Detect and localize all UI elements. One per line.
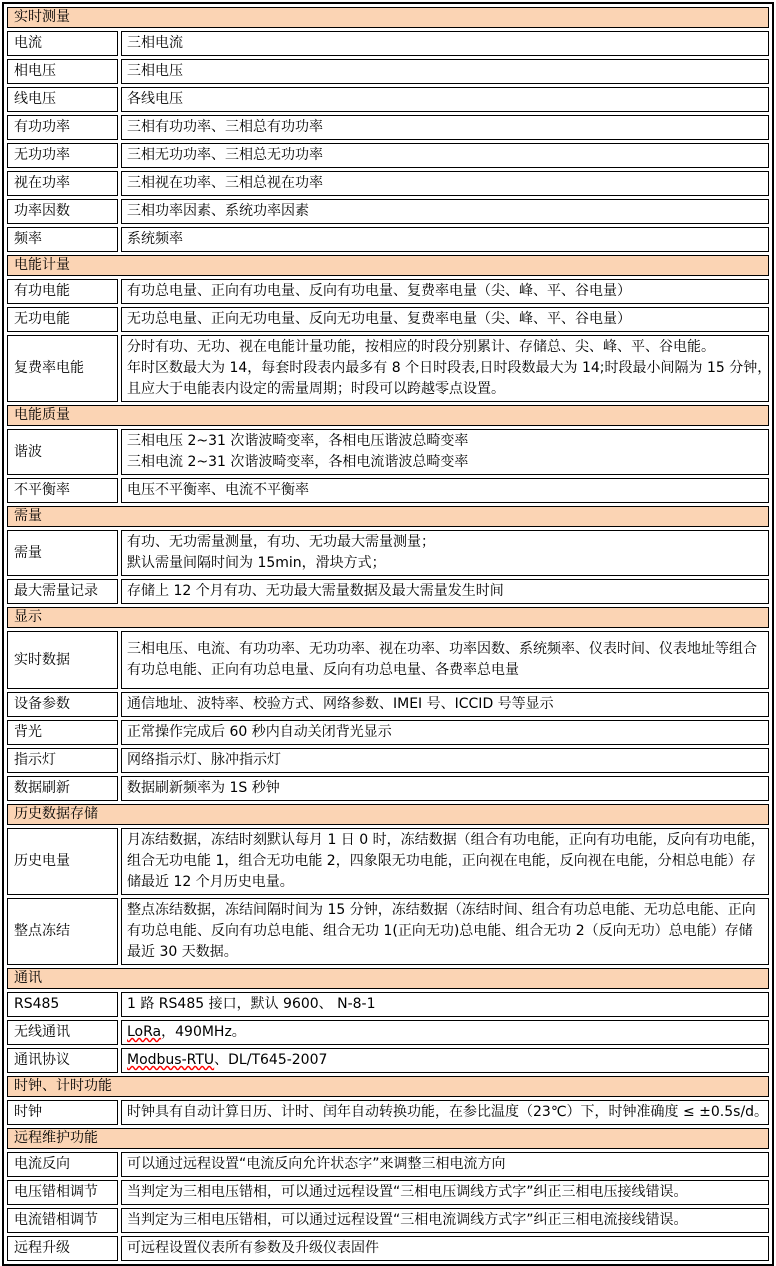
row-content [121, 31, 769, 56]
table-row [7, 199, 769, 224]
row-label: 功率因数 [7, 199, 118, 224]
section-header: 通讯 [7, 968, 769, 989]
section-header: 显示 [7, 607, 769, 628]
row-label: 相电压 [7, 59, 118, 84]
row-label: 数据刷新 [7, 776, 118, 801]
row-content [121, 429, 769, 475]
row-content [121, 478, 769, 503]
row-content [121, 1236, 769, 1261]
row-content [121, 87, 769, 112]
content-line: 当判定为三相电压错相，可以通过远程设置“三相电流调线方式字”纠正三相电流接线错误。 [127, 1212, 688, 1228]
content-line: 存储上 12 个月有功、无功最大需量数据及最大需量发生时间 [127, 583, 504, 599]
row-content [121, 59, 769, 84]
section-header: 历史数据存储 [7, 804, 769, 825]
section-header: 电能计量 [7, 255, 769, 276]
row-content [121, 307, 769, 332]
row-label: 设备参数 [7, 692, 118, 717]
row-label: 视在功率 [7, 171, 118, 196]
row-label: 无功电能 [7, 307, 118, 332]
section-header: 远程维护功能 [7, 1128, 769, 1149]
table-row [7, 1152, 769, 1177]
table-row [7, 1048, 769, 1073]
row-label: 需量 [7, 530, 118, 576]
table-row [7, 692, 769, 717]
table-row [7, 748, 769, 773]
row-content [121, 1152, 769, 1177]
row-content [121, 227, 769, 252]
row-content [121, 720, 769, 745]
row-content [121, 1100, 769, 1125]
row-label: 最大需量记录 [7, 579, 118, 604]
content-line: 有功、无功需量测量，有功、无功最大需量测量； [127, 534, 435, 550]
content-line: 三相电压 [127, 63, 183, 79]
row-label: 电流错相调节 [7, 1208, 118, 1233]
content-line: 组合无功电能 1，组合无功电能 2，四象限无功电能，正向视在电能，反向视在电能，分相总电能）存 [127, 853, 756, 869]
row-label: 远程升级 [7, 1236, 118, 1261]
section-header: 电能质量 [7, 405, 769, 426]
row-label: 通讯协议 [7, 1048, 118, 1073]
row-label: 有功电能 [7, 279, 118, 304]
table-row [7, 720, 769, 745]
content-line: 分时有功、无功、视在电能计量功能，按相应的时段分别累计、存储总、尖、峰、平、谷电能。 [127, 339, 715, 355]
row-label: 电流反向 [7, 1152, 118, 1177]
table-row [7, 307, 769, 332]
row-content [121, 530, 769, 576]
row-content [121, 1180, 769, 1205]
table-row [7, 1020, 769, 1045]
table-row [7, 992, 769, 1017]
table-row [7, 1100, 769, 1125]
row-label: 线电压 [7, 87, 118, 112]
table-row [7, 429, 769, 475]
table-row [7, 227, 769, 252]
content-line: 默认需量间隔时间为 15min，滑块方式； [127, 555, 386, 571]
table-row [7, 171, 769, 196]
content-line: 正常操作完成后 60 秒内自动关闭背光显示 [127, 724, 392, 740]
table-row [7, 530, 769, 576]
row-content [121, 335, 772, 402]
row-content [121, 992, 769, 1017]
row-content [121, 748, 769, 773]
content-line: 最近 30 天数据。 [127, 944, 238, 960]
section-row [7, 804, 769, 825]
row-content [121, 199, 769, 224]
row-content [121, 898, 769, 965]
row-label: 历史电量 [7, 828, 118, 895]
row-content [121, 1048, 769, 1073]
row-label: 不平衡率 [7, 478, 118, 503]
content-line: 无功总电量、正向无功电量、反向无功电量、复费率电量（尖、峰、平、谷电量） [127, 311, 631, 327]
content-line: 储最近 12 个月历史电量。 [127, 874, 294, 890]
table-row [7, 87, 769, 112]
row-content [121, 1020, 769, 1045]
content-line: 整点冻结数据，冻结间隔时间为 15 分钟，冻结数据（冻结时间、组合有功总电能、无功总电能、正向 [127, 902, 756, 918]
row-label: 指示灯 [7, 748, 118, 773]
content-line: Modbus-RTU、DL/T645-2007 [127, 1052, 328, 1068]
spec-table [2, 2, 774, 1266]
section-row [7, 1076, 769, 1097]
table-row [7, 898, 769, 965]
row-content [121, 579, 769, 604]
row-content [121, 631, 769, 689]
content-line: 三相视在功率、三相总视在功率 [127, 175, 323, 191]
section-row [7, 1128, 769, 1149]
content-line: 时钟具有自动计算日历、计时、闰年自动转换功能，在参比温度（23℃）下，时钟准确度 ≤ ±0.5s/d。 [127, 1104, 769, 1120]
row-label: 无功功率 [7, 143, 118, 168]
table-row [7, 579, 769, 604]
table-row [7, 776, 769, 801]
content-line: 三相电流 [127, 35, 183, 51]
row-label: 有功功率 [7, 115, 118, 140]
row-label: 电压错相调节 [7, 1180, 118, 1205]
section-header: 时钟、计时功能 [7, 1076, 769, 1097]
row-content [121, 776, 769, 801]
table-row [7, 1180, 769, 1205]
row-label: 谐波 [7, 429, 118, 475]
content-line: 当判定为三相电压错相，可以通过远程设置“三相电压调线方式字”纠正三相电压接线错误。 [127, 1184, 688, 1200]
content-line: 可远程设置仪表所有参数及升级仪表固件 [127, 1240, 379, 1256]
content-line: 1 路 RS485 接口，默认 9600、 N-8-1 [127, 996, 376, 1012]
table-row [7, 1236, 769, 1261]
section-row [7, 405, 769, 426]
content-line: 月冻结数据，冻结时刻默认每月 1 日 0 时，冻结数据（组合有功电能，正向有功电能，反向有功电能， [127, 832, 765, 848]
content-line: 三相电流 2~31 次谐波畸变率，各相电流谐波总畸变率 [127, 454, 469, 470]
table-row [7, 115, 769, 140]
row-content [121, 115, 769, 140]
content-line: 有功总电能、反向有功总电能、组合无功 1(正向无功)总电能、组合无功 2（反向无功）总电能）存储 [127, 923, 753, 939]
section-header: 实时测量 [7, 7, 769, 28]
content-line: 年时区数最大为 14，每套时段表内最多有 8 个日时段表,日时段数最大为 14;时段最小间隔为 15 分钟， [127, 360, 772, 376]
content-line: 通信地址、波特率、校验方式、网络参数、IMEI 号、ICCID 号等显示 [127, 696, 554, 712]
table-row [7, 631, 769, 689]
content-line: 三相无功功率、三相总无功功率 [127, 147, 323, 163]
row-content [121, 1208, 769, 1233]
row-content [121, 143, 769, 168]
section-row [7, 7, 769, 28]
row-content [121, 171, 769, 196]
content-line: 三相电压 2~31 次谐波畸变率，各相电压谐波总畸变率 [127, 433, 469, 449]
content-line: 有功总电量、正向有功电量、反向有功电量、复费率电量（尖、峰、平、谷电量） [127, 283, 631, 299]
table-row [7, 31, 769, 56]
row-label: 复费率电能 [7, 335, 118, 402]
table-row [7, 279, 769, 304]
content-line: 可以通过远程设置“电流反向允许状态字”来调整三相电流方向 [127, 1156, 506, 1172]
row-label: 电流 [7, 31, 118, 56]
content-line: LoRa，490MHz。 [127, 1024, 246, 1040]
content-line: 系统频率 [127, 231, 183, 247]
content-line: 网络指示灯、脉冲指示灯 [127, 752, 281, 768]
table-row [7, 335, 769, 402]
table-row [7, 59, 769, 84]
content-line: 三相有功功率、三相总有功功率 [127, 119, 323, 135]
table-row [7, 1208, 769, 1233]
row-label: 整点冻结 [7, 898, 118, 965]
misspelled-word: LoRa [127, 1024, 162, 1040]
row-label: RS485 [7, 992, 118, 1017]
content-line: 电压不平衡率、电流不平衡率 [127, 482, 309, 498]
content-line: 数据刷新频率为 1S 秒钟 [127, 780, 280, 796]
content-line: 三相功率因素、系统功率因素 [127, 203, 309, 219]
row-label: 无线通讯 [7, 1020, 118, 1045]
table-row [7, 143, 769, 168]
section-row [7, 607, 769, 628]
row-content [121, 692, 769, 717]
section-row [7, 968, 769, 989]
row-label: 频率 [7, 227, 118, 252]
section-header: 需量 [7, 506, 769, 527]
row-content [121, 279, 769, 304]
row-content [121, 828, 769, 895]
spec-table-body [7, 7, 772, 1261]
content-line: 各线电压 [127, 91, 183, 107]
misspelled-word: Modbus-RTU [127, 1052, 215, 1068]
section-row [7, 506, 769, 527]
section-row [7, 255, 769, 276]
content-line: 有功总电能、正向有功总电量、反向有功总电量、各费率总电量 [127, 662, 519, 678]
table-row [7, 828, 769, 895]
row-label: 背光 [7, 720, 118, 745]
row-label: 实时数据 [7, 631, 118, 689]
content-line: 三相电压、电流、有功功率、无功功率、视在功率、功率因数、系统频率、仪表时间、仪表地址等组合 [127, 641, 757, 657]
content-line: 且应大于电能表内设定的需量周期；时段可以跨越零点设置。 [127, 381, 505, 397]
table-row [7, 478, 769, 503]
row-label: 时钟 [7, 1100, 118, 1125]
